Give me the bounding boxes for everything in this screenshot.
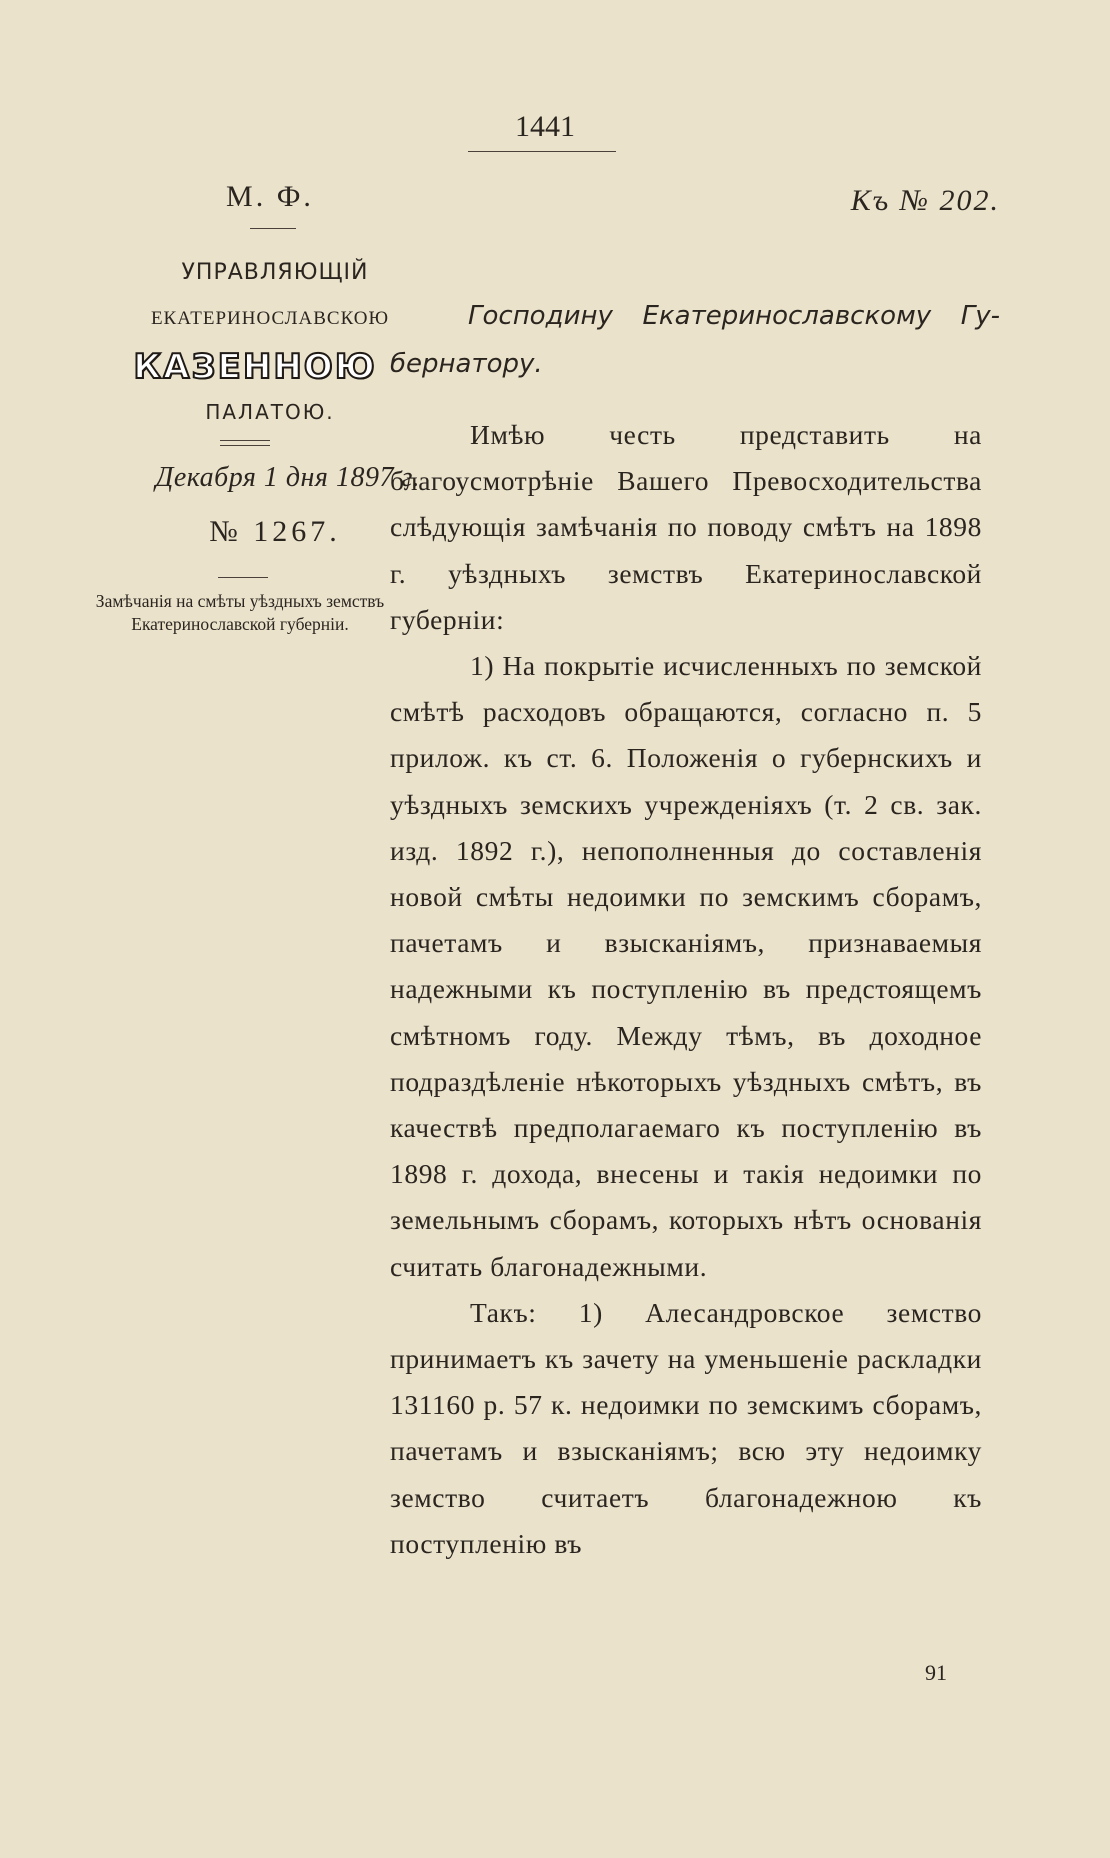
divider [218,577,268,578]
paragraph: Такъ: 1) Алесандровское земство принимаетъ къ зачету на уменьшеніе раскладки 131160 р. 57 к. недоимки по земскимъ сборамъ, пачетамъ и взысканіямъ; всю эту недоимку земство считаетъ благонадежною къ поступленію въ [390,1296,982,1559]
reference-number: Къ № 202. [850,184,1000,217]
paragraph: Имѣю честь представить на благоусмотрѣніе Вашего Превосходительства слѣдующія замѣчанія по поводу смѣтъ на 1898 г. уѣздныхъ земствъ Екатеринославской губерніи: [390,419,982,635]
addressee [390,292,1000,388]
divider [250,228,296,229]
paragraph: 1) На покрытіе исчисленныхъ по земской смѣтѣ расходовъ обращаются, согласно п. 5 прилож. къ ст. 6. Положенія о губернскихъ и уѣздныхъ земскихъ учрежденіяхъ (т. 2 св. зак. изд. 1892 г.), непополненныя до составленія новой смѣты недоимки по земскимъ сборамъ, пачетамъ и взысканіямъ, признаваемыя надежными къ поступленію въ предстоящемъ смѣтномъ году. Между тѣмъ, въ доходное подраздѣленіе нѣкоторыхъ уѣздныхъ смѣтъ, въ качествѣ предполагаемаго къ поступленію въ 1898 г. дохода, внесены и такія недоимки по земельнымъ сборамъ, которыхъ нѣтъ основанія считать благонадежными. [390,650,982,1282]
page-number-rule [468,151,616,152]
signature-mark: 91 [925,1660,947,1685]
page-number: 1441 [515,110,575,143]
subject-note: Замѣчанія на смѣты уѣздныхъ земствъ Екатеринославской губерніи. [95,591,385,634]
divider [220,440,270,441]
sender-title: УПРАВЛЯЮЩІЙ [181,260,369,285]
letter-body [390,412,982,1567]
document-date: Декабря 1 дня 1897 г. [155,462,420,493]
sender-province: ЕКАТЕРИНОСЛАВСКОЮ [150,308,390,329]
divider [220,445,270,446]
document-number: № 1267. [209,515,341,548]
office-abbrev: М. Ф. [226,180,314,213]
sender-chamber: ПАЛАТОЮ. [205,400,335,424]
addressee-line: бернатору. [390,349,543,379]
addressee-line: Господину Екатеринославскому Гу- [468,301,1000,331]
sender-treasury: КАЗЕННОЮ [133,347,377,387]
